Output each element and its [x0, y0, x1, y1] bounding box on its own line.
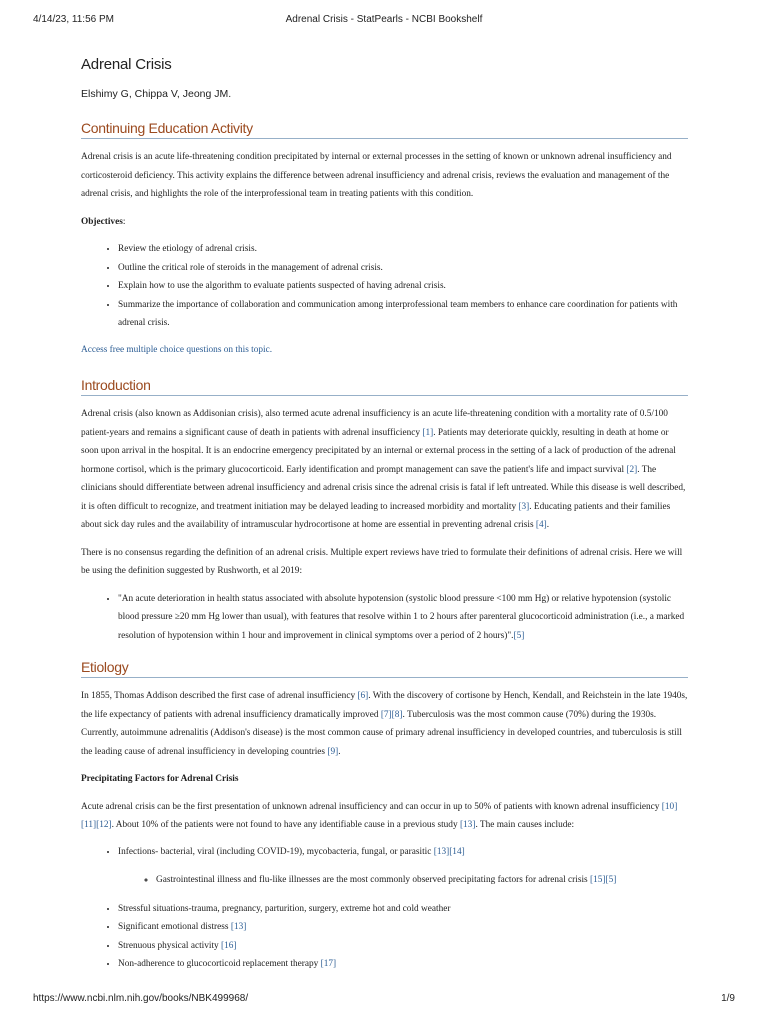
print-url: https://www.ncbi.nlm.nih.gov/books/NBK499968/: [33, 993, 249, 1004]
objective-item: • Explain how to use the algorithm to evaluate patients suspected of having adrenal crisis.: [118, 277, 688, 296]
etiology-text: . Tuberculosis was the most common cause (70%) during the 1930s. Currently, autoimmune adrenalitis (Addison's disease) is the most common cause of primary adrenal insufficiency in developed countries, and tuberculosis is still the leading cause of adrenal insufficiency in developing countries: [81, 709, 682, 757]
intro-text: . Educating patients and their families about sick day rules and the availability of intramuscular hydrocortisone at home are essential in preventing adrenal crisis: [81, 501, 671, 530]
quote-text: "An acute deterioration in health status associated with absolute hypotension (systolic blood pressure <100 mm Hg) or relative hypotension (systolic blood pressure ≥20 mm Hg lower than usual), with features that resolve within 1 to 2 hours after parenteral glucocorticoid administration (i.e., a marked resolution of hypotension within 1 hour and improvement in clinical symptoms over a period of 2 hours)".: [118, 593, 685, 641]
mcq-link[interactable]: Access free multiple choice questions on this topic.: [81, 344, 273, 355]
objective-item: • Outline the critical role of steroids in the management of adrenal crisis.: [118, 259, 688, 278]
objectives-label-text: Objectives: [81, 216, 123, 227]
intro-text: . The clinicians should differentiate between adrenal insufficiency and adrenal crisis since the adrenal crisis is fatal if left untreated. While this disease is well described, it is often difficult to recognize, and treatment initiation may be delayed leading to increased morbidity and mortality: [81, 464, 686, 512]
cause-item: [118, 918, 688, 937]
etiology-text: . About 10% of the patients were not found to have any identifiable cause in a previous study: [111, 820, 460, 830]
objectives-colon: :: [122, 216, 126, 227]
intro-paragraph-2: There is no consensus regarding the definition of an adrenal crisis. Multiple expert reviews have tried to formulate their definitions of adrenal crisis. Here we will be using the definition suggested by Rushworth, et al 2019:: [81, 547, 683, 576]
intro-text: Adrenal crisis (also known as Addisonian crisis), also termed acute adrenal insufficiency is an acute life-threatening condition with a mortality rate of 0.5/100 patient-years and remains a significant cause of death in patients with adrenal insufficiency: [81, 409, 668, 438]
cause-subitem: [156, 871, 688, 890]
intro-text: . Patients may deteriorate quickly, resulting in death at home or soon upon arrival in the hospital. It is an endocrine emergency precipitated by an internal or external process in the setting of a lack of production of the adrenal hormone cortisol, which is the primary glucocorticoid. Early identification and prompt management can save the patient's life and impact survival: [81, 427, 676, 475]
print-footer: [0, 993, 768, 1007]
section-heading-introduction: Introduction: [81, 377, 688, 396]
etiology-text: In 1855, Thomas Addison described the first case of adrenal insufficiency: [81, 691, 358, 701]
etiology-text: Acute adrenal crisis can be the first presentation of unknown adrenal insufficiency and can occur in up to 50% of patients with known adrenal insufficiency: [81, 801, 662, 812]
section-heading-etiology: Etiology: [81, 659, 688, 678]
cause-text: Gastrointestinal illness and flu-like illnesses are the most commonly observed precipitating factors for adrenal crisis: [156, 875, 590, 885]
print-page-title: Adrenal Crisis - StatPearls - NCBI Bookshelf: [285, 14, 483, 25]
causes-sublist: [118, 871, 688, 890]
print-header: [0, 14, 768, 28]
cause-item: [118, 900, 688, 919]
cause-text: Strenuous physical activity: [118, 940, 222, 951]
cause-item: [118, 955, 688, 974]
citation-link[interactable]: [5]: [513, 630, 525, 641]
citation-link[interactable]: [13]: [230, 922, 247, 932]
intro-text: .: [546, 520, 550, 530]
article-content: [81, 56, 688, 974]
etiology-text: . The main causes include:: [475, 820, 575, 830]
citation-link[interactable]: [6]: [357, 691, 369, 701]
etiology-text: .: [338, 746, 341, 757]
cause-text: Significant emotional distress: [118, 922, 231, 932]
etiology-text: . With the discovery of cortisone by Hench, Kendall, and Reichstein in the late 1940s, the life expectancy of patients with adrenal insufficiency dramatically improved: [81, 691, 688, 720]
citation-link[interactable]: [13][14]: [433, 846, 465, 857]
cause-item: [118, 937, 688, 956]
cause-text: Infections- bacterial, viral (including COVID-19), mycobacteria, fungal, or parasitic: [118, 846, 434, 857]
citation-link[interactable]: [16]: [221, 940, 237, 951]
cause-text: Non-adherence to glucocorticoid replacement therapy: [118, 959, 321, 969]
definition-quote: [118, 590, 688, 646]
citation-link[interactable]: [4]: [535, 520, 547, 530]
objective-item: • Review the etiology of adrenal crisis.: [118, 240, 688, 259]
citation-link[interactable]: [17]: [320, 959, 337, 969]
cause-item-infections: [118, 843, 688, 890]
citation-link[interactable]: [3]: [518, 501, 530, 512]
article-title: Adrenal Crisis: [81, 56, 172, 73]
etiology-paragraph-2: [81, 798, 688, 835]
section-heading-continuing-education: Continuing Education Activity: [81, 120, 688, 139]
causes-list: [81, 843, 688, 974]
citation-link[interactable]: [9]: [327, 746, 339, 757]
cause-text: Stressful situations-trauma, pregnancy, parturition, surgery, extreme hot and cold weather: [118, 903, 451, 914]
ce-paragraph: Adrenal crisis is an acute life-threatening condition precipitated by internal or external processes in the setting of known or unknown adrenal insufficiency and corticosteroid deficiency. This activity explains the difference between adrenal insufficiency and adrenal crisis, reviews the evaluation and management of the adrenal crisis, and highlights the role of the interprofessional team in treating patients with this condition.: [81, 152, 672, 199]
definition-list: [81, 590, 688, 646]
intro-paragraph-1: [81, 405, 688, 535]
objectives-label: [81, 213, 688, 232]
etiology-paragraph-1: [81, 687, 688, 761]
print-datetime: 4/14/23, 11:56 PM: [33, 14, 114, 25]
citation-link[interactable]: [7][8]: [380, 709, 403, 720]
objective-item: • Summarize the importance of collaboration and communication among interprofessional team members to enhance care coordination for patients with adrenal crisis.: [118, 296, 688, 333]
citation-link[interactable]: [13]: [459, 820, 476, 830]
precipitating-factors-heading: Precipitating Factors for Adrenal Crisis: [81, 774, 239, 784]
objectives-list: [81, 240, 688, 333]
citation-link[interactable]: [10][11][12]: [81, 801, 678, 830]
article-authors: Elshimy G, Chippa V, Jeong JM.: [81, 88, 232, 100]
citation-link[interactable]: [15][5]: [590, 875, 617, 885]
print-page-number: 1/9: [721, 993, 735, 1004]
citation-link[interactable]: [2]: [626, 464, 638, 475]
citation-link[interactable]: [1]: [422, 427, 434, 438]
